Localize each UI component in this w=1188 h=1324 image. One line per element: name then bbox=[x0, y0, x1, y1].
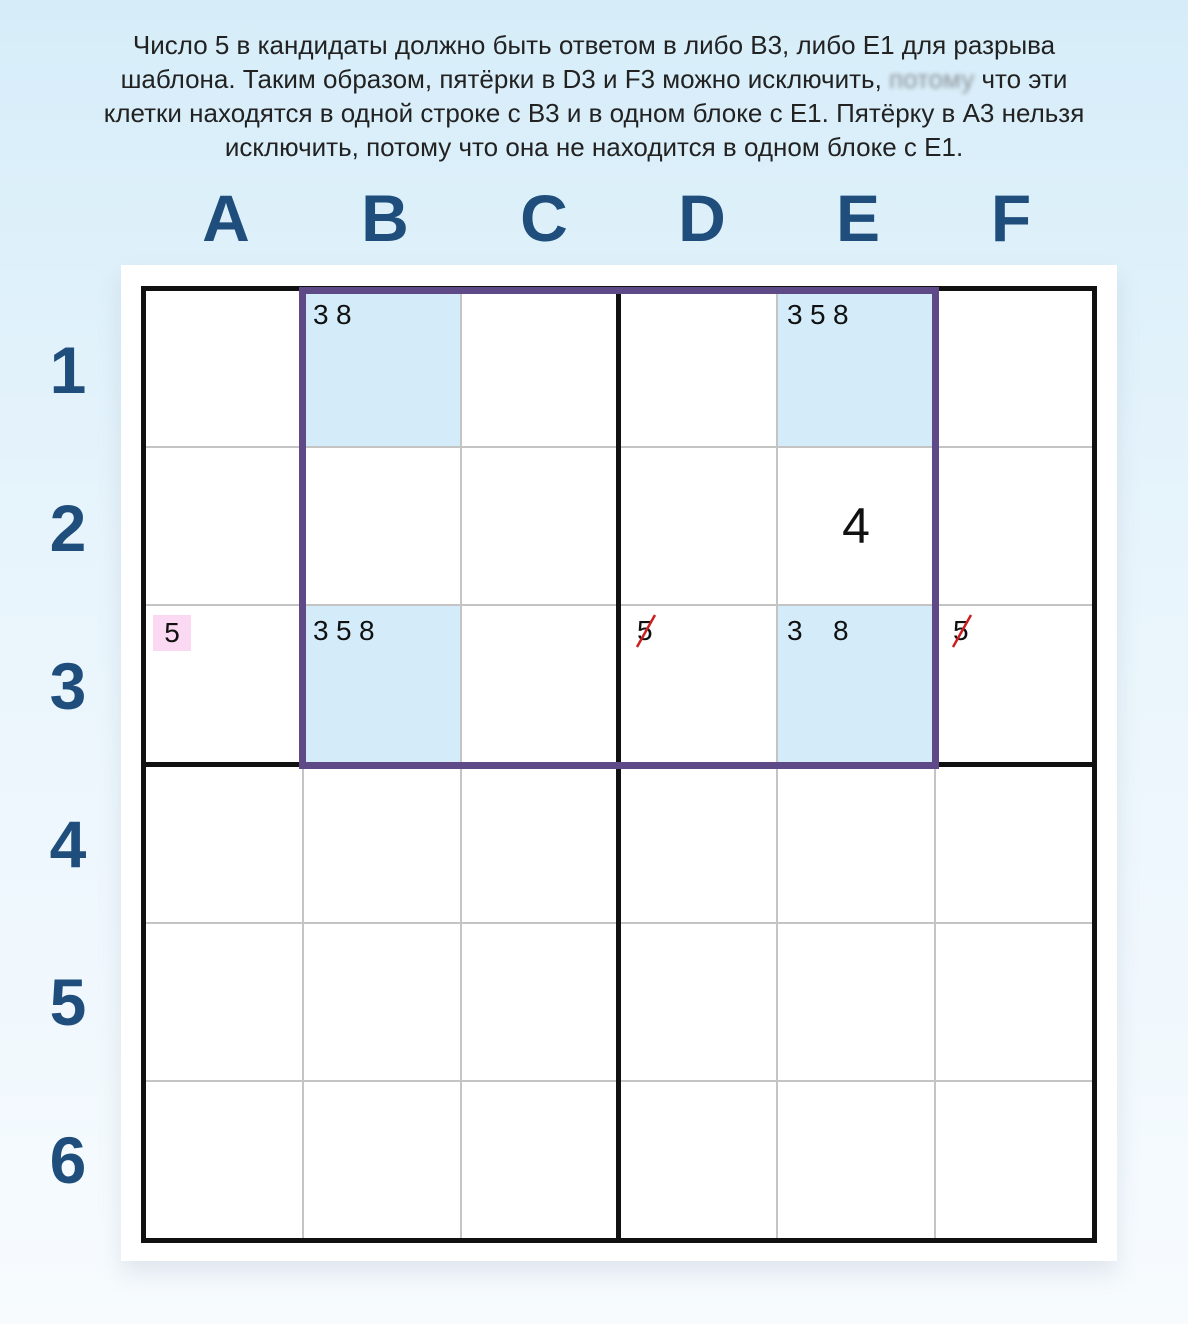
cell-f4[interactable] bbox=[935, 765, 1093, 923]
cell-f2[interactable] bbox=[935, 447, 1093, 605]
cell-a1[interactable] bbox=[145, 289, 303, 447]
cell-a6[interactable] bbox=[145, 1081, 303, 1239]
explanation-line-2 bbox=[30, 62, 1158, 96]
cell-e4[interactable] bbox=[777, 765, 935, 923]
cell-a3-pink-candidate: 5 bbox=[153, 615, 191, 651]
cell-d3-candidate-value: 5 bbox=[637, 615, 653, 646]
cell-d5[interactable] bbox=[619, 923, 777, 1081]
row-label-5: 5 bbox=[49, 965, 87, 1039]
row-label-1: 1 bbox=[49, 333, 87, 407]
cell-a5[interactable] bbox=[145, 923, 303, 1081]
cell-e1-candidates: 3 5 8 bbox=[787, 299, 849, 330]
explanation-line-3: клетки находятся в одной строке с B3 и в одном блоке с E1. Пятёрку в A3 нельзя bbox=[103, 98, 1085, 128]
row-label-6: 6 bbox=[49, 1123, 87, 1197]
explanation-text bbox=[30, 28, 1158, 164]
cell-f5[interactable] bbox=[935, 923, 1093, 1081]
column-label-f: F bbox=[990, 181, 1032, 255]
explanation-blurred-word: потому bbox=[889, 64, 975, 94]
cell-e2-given: 4 bbox=[842, 498, 870, 554]
cell-b6[interactable] bbox=[303, 1081, 461, 1239]
cell-b5[interactable] bbox=[303, 923, 461, 1081]
cell-c6[interactable] bbox=[461, 1081, 619, 1239]
cell-d6[interactable] bbox=[619, 1081, 777, 1239]
strike-icon bbox=[949, 611, 977, 651]
cell-c4[interactable] bbox=[461, 765, 619, 923]
cell-e6[interactable] bbox=[777, 1081, 935, 1239]
cell-e5[interactable] bbox=[777, 923, 935, 1081]
explanation-line-4: исключить, потому что она не находится в одном блоке с E1. bbox=[224, 132, 964, 162]
explanation-line-2-b: что эти bbox=[974, 64, 1068, 94]
cell-f3-candidate-value: 5 bbox=[953, 615, 969, 646]
cell-f3-struck-candidate bbox=[953, 615, 969, 647]
cell-b1-candidates: 3 8 bbox=[313, 299, 352, 330]
cell-a2[interactable] bbox=[145, 447, 303, 605]
cell-f6[interactable] bbox=[935, 1081, 1093, 1239]
explanation-line-2-a: шаблона. Таким образом, пятёрки в D3 и F3 можно исключить, bbox=[120, 64, 890, 94]
cell-b3-candidates: 3 5 8 bbox=[313, 615, 375, 646]
column-label-d: D bbox=[678, 181, 726, 255]
column-label-c: C bbox=[520, 181, 568, 255]
cell-c5[interactable] bbox=[461, 923, 619, 1081]
row-label-3: 3 bbox=[49, 649, 87, 723]
row-label-4: 4 bbox=[49, 807, 87, 881]
cell-e3-candidates: 3 8 bbox=[787, 615, 849, 646]
explanation-line-1: Число 5 в кандидаты должно быть ответом в либо B3, либо E1 для разрыва bbox=[132, 30, 1056, 60]
cell-b4[interactable] bbox=[303, 765, 461, 923]
cell-f1[interactable] bbox=[935, 289, 1093, 447]
row-label-2: 2 bbox=[49, 491, 87, 565]
column-label-a: A bbox=[202, 181, 250, 255]
cell-a4[interactable] bbox=[145, 765, 303, 923]
cell-f3[interactable] bbox=[935, 605, 1093, 765]
column-label-e: E bbox=[835, 181, 881, 255]
column-label-b: B bbox=[361, 181, 409, 255]
pattern-rectangle bbox=[299, 287, 939, 769]
cell-d4[interactable] bbox=[619, 765, 777, 923]
cell-a3[interactable] bbox=[145, 605, 303, 765]
